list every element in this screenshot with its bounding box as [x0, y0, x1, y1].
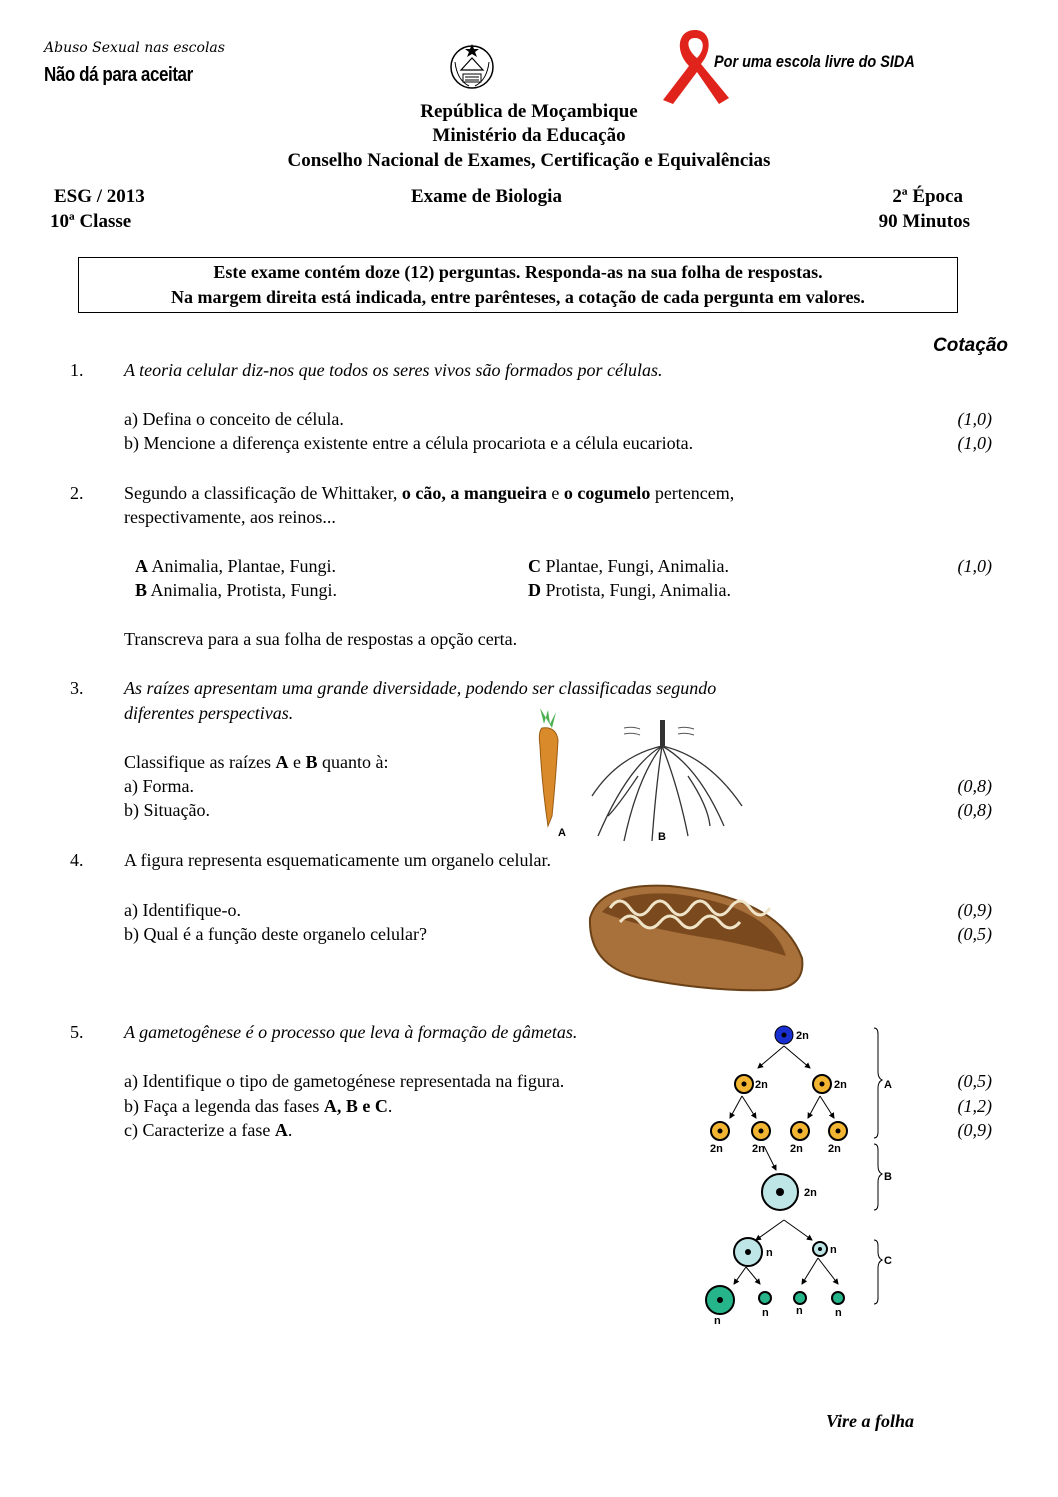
q2-option-a — [135, 556, 336, 577]
svg-text:2n: 2n — [710, 1143, 723, 1155]
cotacao-label: Cotação — [933, 335, 1008, 356]
q3-mark-a: (0,8) — [957, 776, 992, 796]
option-letter: A — [135, 556, 148, 576]
q2-option-c — [528, 556, 729, 577]
q1-mark-a: (1,0) — [957, 409, 992, 429]
q3-mark-b: (0,8) — [957, 800, 992, 820]
instructions-box — [78, 257, 958, 313]
svg-text:2n: 2n — [755, 1079, 768, 1091]
q5-stem: A gametogênese é o processo que leva à formação de gâmetas. — [124, 1022, 578, 1042]
q3-item-a: a) Forma. — [124, 776, 194, 796]
coat-of-arms-icon — [447, 40, 497, 92]
svg-text:2n: 2n — [834, 1079, 847, 1091]
exam-title: Exame de Biologia — [411, 186, 562, 207]
q3-stem-line1: As raízes apresentam uma grande diversidade, podendo ser classificadas segundo — [124, 678, 717, 698]
q1-mark-b: (1,0) — [957, 433, 992, 453]
option-text: Animalia, Protista, Fungi. — [147, 580, 338, 600]
svg-text:n: n — [830, 1244, 837, 1256]
exam-grade: 10ª Classe — [50, 211, 132, 232]
q3-prompt-mid: e — [288, 752, 306, 772]
q3-stem-line2: diferentes perspectivas. — [124, 703, 294, 723]
q5-item-a: a) Identifique o tipo de gametogénese representada na figura. — [124, 1071, 565, 1091]
svg-text:n: n — [762, 1307, 769, 1319]
svg-text:2n: 2n — [804, 1187, 817, 1199]
q2-mark: (1,0) — [957, 556, 992, 576]
q2-stem-mid: e — [546, 483, 564, 503]
q2-stem-line2: respectivamente, aos reinos... — [124, 507, 336, 527]
svg-text:A: A — [558, 827, 566, 839]
instructions-line1: Este exame contém doze (12) perguntas. Responda-as na sua folha de respostas. — [213, 262, 823, 282]
q4-item-b: b) Qual é a função deste organelo celular? — [124, 924, 428, 944]
mitochondrion-figure — [580, 878, 810, 998]
svg-text:2n: 2n — [752, 1143, 765, 1155]
q1-stem: A teoria celular diz-nos que todos os seres vivos são formados por células. — [124, 360, 663, 380]
svg-text:2n: 2n — [796, 1030, 809, 1042]
q3-prompt-pre: Classifique as raízes — [124, 752, 276, 772]
q2-stem — [124, 483, 734, 504]
q5-item-b-post: . — [387, 1096, 393, 1116]
q5-item-b — [124, 1096, 392, 1117]
q2-stem-pre: Segundo a classificação de Whittaker, — [124, 483, 402, 503]
svg-text:B: B — [658, 831, 666, 843]
exam-season: 2ª Época — [892, 186, 963, 207]
svg-text:2n: 2n — [790, 1143, 803, 1155]
q5-number: 5. — [70, 1022, 84, 1042]
q5-item-b-bold: A, B e C — [323, 1096, 388, 1116]
svg-text:n: n — [835, 1307, 842, 1319]
q3-prompt-b: B — [305, 752, 318, 772]
svg-text:A: A — [884, 1079, 892, 1091]
q5-item-c-post: . — [287, 1120, 293, 1140]
q4-mark-a: (0,9) — [957, 900, 992, 920]
svg-text:B: B — [884, 1171, 892, 1183]
campaign-tagline-bold: Não dá para aceitar — [44, 64, 193, 86]
q5-item-c — [124, 1120, 292, 1141]
exam-duration: 90 Minutos — [878, 211, 970, 232]
campaign-tagline-small: Abuso Sexual nas escolas — [44, 40, 225, 56]
q5-item-c-bold: A — [274, 1120, 288, 1140]
q1-item-b: b) Mencione a diferença existente entre a célula procariota e a célula eucariota. — [124, 433, 694, 453]
q2-number: 2. — [70, 483, 84, 503]
option-letter: C — [528, 556, 541, 576]
instructions-line2: Na margem direita está indicada, entre parênteses, a cotação de cada pergunta em valores. — [171, 287, 865, 307]
gametogenesis-diagram — [698, 1020, 898, 1330]
option-text: Protista, Fungi, Animalia. — [541, 580, 732, 600]
header-republic: República de Moçambique — [420, 101, 638, 122]
q3-prompt-a: A — [275, 752, 289, 772]
svg-text:C: C — [884, 1255, 892, 1267]
q5-item-b-pre: b) Faça a legenda das fases — [124, 1096, 324, 1116]
q3-number: 3. — [70, 678, 84, 698]
q2-stem-bold1: o cão, a mangueira — [401, 483, 547, 503]
header-ministry: Ministério da Educação — [432, 125, 626, 146]
q4-mark-b: (0,5) — [957, 924, 992, 944]
campaign-sida-text: Por uma escola livre do SIDA — [714, 52, 915, 71]
q4-number: 4. — [70, 850, 84, 870]
svg-text:n: n — [766, 1247, 773, 1259]
q2-option-b — [135, 580, 337, 601]
q3-item-b: b) Situação. — [124, 800, 210, 820]
q1-item-a: a) Defina o conceito de célula. — [124, 409, 344, 429]
q2-option-d — [528, 580, 731, 601]
svg-text:2n: 2n — [828, 1143, 841, 1155]
q4-stem: A figura representa esquematicamente um organelo celular. — [124, 850, 551, 870]
roots-figure — [528, 706, 758, 846]
option-text: Animalia, Plantae, Fungi. — [148, 556, 336, 576]
option-letter: B — [135, 580, 148, 600]
q4-item-a: a) Identifique-o. — [124, 900, 241, 920]
q2-instruction: Transcreva para a sua folha de respostas a opção certa. — [124, 629, 518, 649]
q5-mark-c: (0,9) — [957, 1120, 992, 1140]
q3-prompt — [124, 752, 388, 773]
svg-text:n: n — [714, 1315, 721, 1327]
q5-mark-b: (1,2) — [957, 1096, 992, 1116]
q5-item-c-pre: c) Caracterize a fase — [124, 1120, 275, 1140]
svg-text:n: n — [796, 1305, 803, 1317]
turn-page-label: Vire a folha — [826, 1411, 915, 1431]
option-letter: D — [528, 580, 541, 600]
q5-mark-a: (0,5) — [957, 1071, 992, 1091]
q2-stem-bold2: o cogumelo — [563, 483, 651, 503]
q2-stem-post: pertencem, — [650, 483, 735, 503]
q1-number: 1. — [70, 360, 84, 380]
q3-prompt-post: quanto à: — [317, 752, 389, 772]
option-text: Plantae, Fungi, Animalia. — [541, 556, 729, 576]
exam-code: ESG / 2013 — [54, 186, 145, 207]
header-council: Conselho Nacional de Exames, Certificação e Equivalências — [287, 150, 771, 171]
